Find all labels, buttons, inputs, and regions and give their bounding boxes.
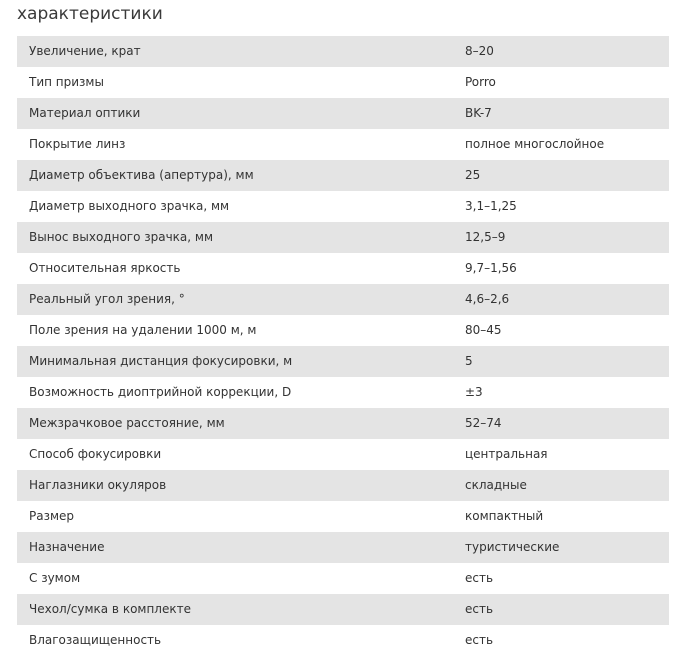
spec-value: ±3 [465,385,483,399]
spec-name: Материал оптики [29,106,141,120]
spec-name: Покрытие линз [29,137,126,151]
spec-name: С зумом [29,571,81,585]
spec-value: полное многослойное [465,137,605,151]
table-row [17,284,669,315]
spec-value: компактный [465,509,544,523]
table-row [17,253,669,284]
spec-value: есть [465,633,494,647]
table-row [17,315,669,346]
table-row [17,532,669,563]
table-row [17,501,669,532]
spec-value: BK-7 [465,106,492,120]
table-row [17,594,669,625]
spec-value: 25 [465,168,481,182]
spec-value: складные [465,478,527,492]
spec-value: 3,1–1,25 [465,199,517,213]
spec-name: Способ фокусировки [29,447,162,461]
spec-name: Возможность диоптрийной коррекции, D [29,385,292,399]
spec-name: Диаметр выходного зрачка, мм [29,199,230,213]
table-row [17,563,669,594]
table-row [17,439,669,470]
table-row [17,625,669,656]
spec-name: Межзрачковое расстояние, мм [29,416,225,430]
spec-value: 9,7–1,56 [465,261,517,275]
spec-value: 8–20 [465,44,494,58]
table-row [17,129,669,160]
spec-name: Размер [29,509,75,523]
specs-table [17,36,669,656]
table-row [17,346,669,377]
spec-value: 4,6–2,6 [465,292,510,306]
spec-value: 12,5–9 [465,230,506,244]
spec-name: Относительная яркость [29,261,181,275]
table-row [17,160,669,191]
table-row [17,98,669,129]
spec-name: Поле зрения на удалении 1000 м, м [29,323,257,337]
table-row [17,408,669,439]
spec-name: Чехол/сумка в комплекте [29,602,191,616]
table-row [17,470,669,501]
section-title: характеристики [17,4,163,24]
spec-name: Тип призмы [29,75,104,89]
spec-name: Назначение [29,540,105,554]
spec-name: Вынос выходного зрачка, мм [29,230,214,244]
spec-name: Влагозащищенность [29,633,162,647]
spec-name: Минимальная дистанция фокусировки, м [29,354,293,368]
spec-value: Porro [465,75,496,89]
spec-name: Реальный угол зрения, ° [29,292,185,306]
spec-name: Увеличение, крат [29,44,141,58]
spec-value: есть [465,602,494,616]
spec-value: центральная [465,447,548,461]
table-row [17,67,669,98]
spec-name: Диаметр объектива (апертура), мм [29,168,254,182]
spec-value: 52–74 [465,416,502,430]
table-row [17,377,669,408]
spec-value: 5 [465,354,473,368]
spec-value: 80–45 [465,323,502,337]
spec-value: есть [465,571,494,585]
table-row [17,36,669,67]
table-row [17,222,669,253]
table-row [17,191,669,222]
spec-value: туристические [465,540,560,554]
spec-name: Наглазники окуляров [29,478,167,492]
